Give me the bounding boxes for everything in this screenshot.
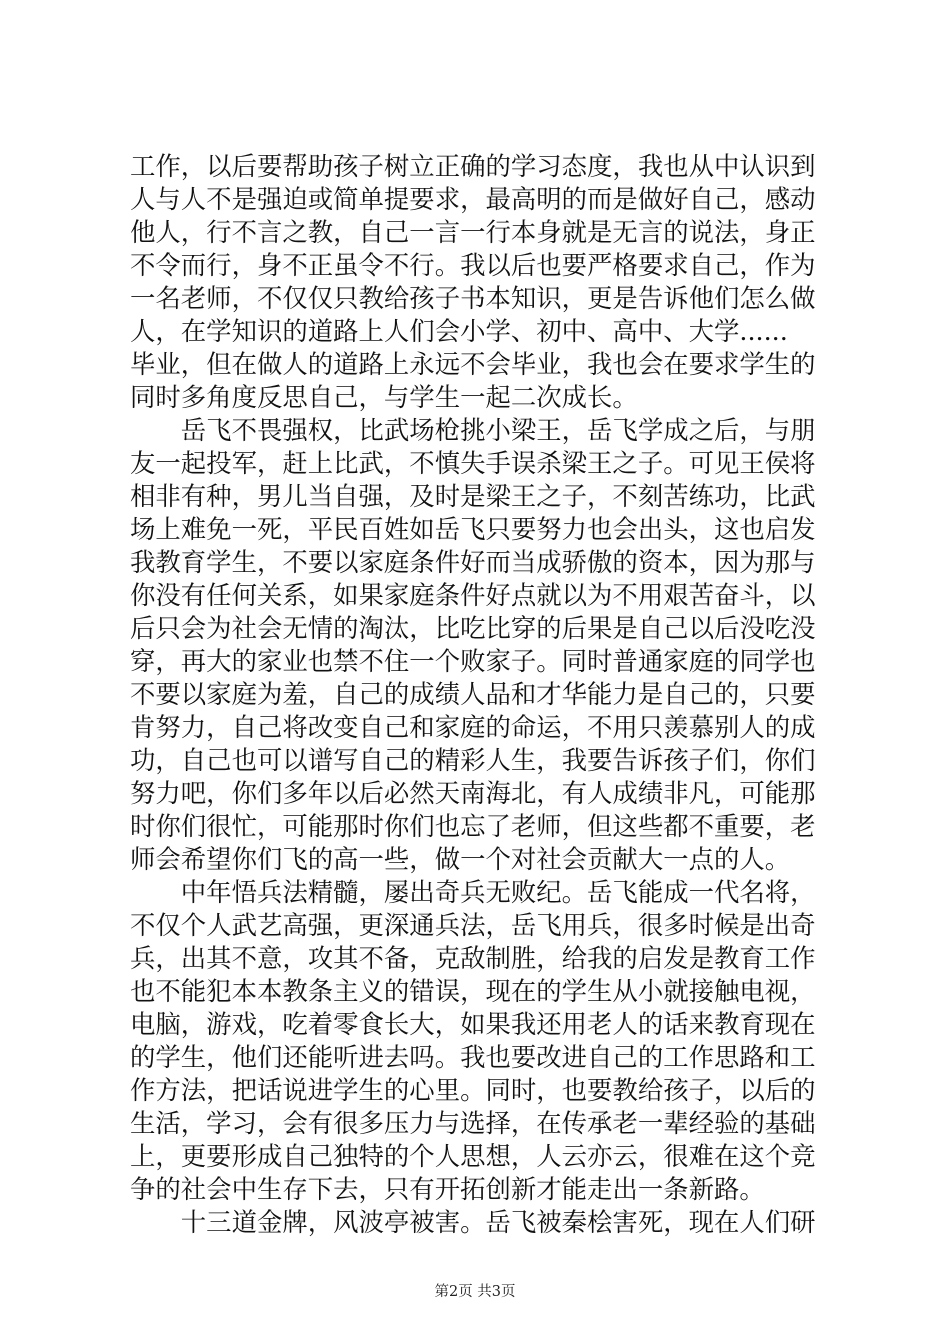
- text-line: 人，在学知识的道路上人们会小学、初中、高中、大学......: [130, 316, 788, 346]
- text-line: 努力吧，你们多年以后必然天南海北，有人成绩非凡，可能那: [130, 778, 816, 808]
- text-line: 我教育学生，不要以家庭条件好而当成骄傲的资本，因为那与: [130, 547, 816, 577]
- text-line: 一名老师，不仅仅只教给孩子书本知识，更是告诉他们怎么做: [130, 283, 816, 313]
- text-line: 同时多角度反思自己，与学生一起二次成长。: [130, 382, 638, 412]
- text-line: 时你们很忙，可能那时你们也忘了老师，但这些都不重要，老: [130, 811, 816, 841]
- document-body: [130, 150, 830, 1239]
- text-line: 争的社会中生存下去，只有开拓创新才能走出一条新路。: [130, 1174, 765, 1204]
- text-line: 人与人不是强迫或简单提要求，最高明的而是做好自己，感动: [130, 184, 816, 214]
- text-line: 功，自己也可以谱写自己的精彩人生，我要告诉孩子们，你们: [130, 745, 816, 775]
- text-line: 岳飞不畏强权，比武场枪挑小梁王，岳飞学成之后，与朋: [130, 415, 816, 445]
- text-line: 穿，再大的家业也禁不住一个败家子。同时普通家庭的同学也: [130, 646, 816, 676]
- text-line: 你没有任何关系，如果家庭条件好点就以为不用艰苦奋斗，以: [130, 580, 816, 610]
- text-line: 不仅个人武艺高强，更深通兵法，岳飞用兵，很多时候是出奇: [130, 910, 816, 940]
- text-line: 肯努力，自己将改变自己和家庭的命运，不用只羡慕别人的成: [130, 712, 816, 742]
- text-line: 兵，出其不意，攻其不备，克敌制胜，给我的启发是教育工作: [130, 943, 816, 973]
- text-line: 场上难免一死，平民百姓如岳飞只要努力也会出头，这也启发: [130, 514, 816, 544]
- text-line: 也不能犯本本教条主义的错误，现在的学生从小就接触电视，: [130, 976, 816, 1006]
- text-line: 十三道金牌，风波亭被害。岳飞被秦桧害死，现在人们研: [130, 1207, 816, 1237]
- text-line: 师会希望你们飞的高一些，做一个对社会贡献大一点的人。: [130, 844, 791, 874]
- text-line: 的学生，他们还能听进去吗。我也要改进自己的工作思路和工: [130, 1042, 816, 1072]
- text-line: 上，更要形成自己独特的个人思想，人云亦云，很难在这个竞: [130, 1141, 816, 1171]
- text-line: 中年悟兵法精髓，屡出奇兵无败纪。岳飞能成一代名将，: [130, 877, 816, 907]
- text-line: 不令而行，身不正虽令不行。我以后也要严格要求自己，作为: [130, 250, 816, 280]
- text-line: 作方法，把话说进学生的心里。同时，也要教给孩子，以后的: [130, 1075, 816, 1105]
- text-line: 电脑，游戏，吃着零食长大，如果我还用老人的话来教育现在: [130, 1009, 816, 1039]
- text-line: 后只会为社会无情的淘汰，比吃比穿的后果是自己以后没吃没: [130, 613, 816, 643]
- text-line: 工作，以后要帮助孩子树立正确的学习态度，我也从中认识到: [130, 151, 816, 181]
- text-line: 毕业，但在做人的道路上永远不会毕业，我也会在要求学生的: [130, 349, 816, 379]
- text-line: 相非有种，男儿当自强，及时是梁王之子，不刻苦练功，比武: [130, 481, 816, 511]
- text-line: 他人，行不言之教，自己一言一行本身就是无言的说法，身正: [130, 217, 816, 247]
- text-line: 不要以家庭为羞，自己的成绩人品和才华能力是自己的，只要: [130, 679, 816, 709]
- page-footer: 第2页 共3页: [434, 1284, 516, 1300]
- text-line: 生活，学习，会有很多压力与选择，在传承老一辈经验的基础: [130, 1108, 816, 1138]
- text-line: 友一起投军，赶上比武，不慎失手误杀梁王之子。可见王侯将: [130, 448, 816, 478]
